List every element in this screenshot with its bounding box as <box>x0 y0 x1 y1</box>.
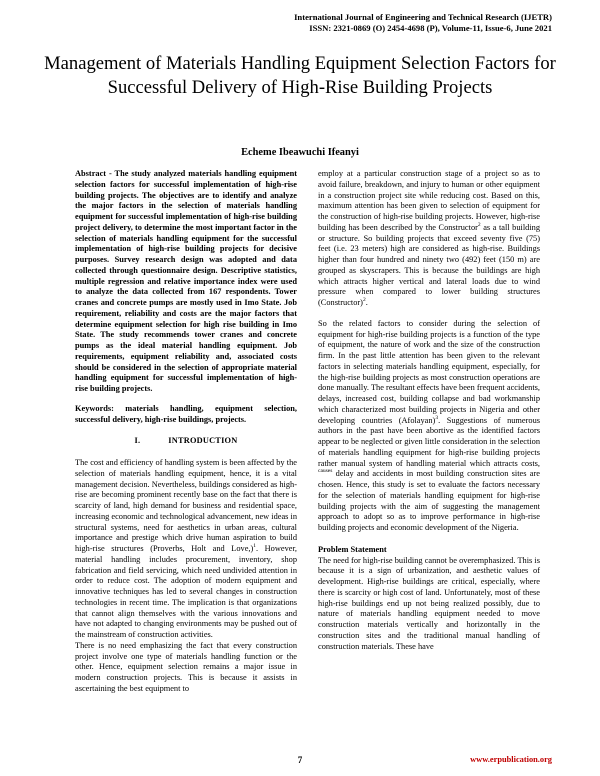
journal-header <box>294 12 552 34</box>
intro-paragraph-3: employ at a particular construction stage of a project so as to avoid failure, breakdown, and injury to human or other equipment in a construction project site while reducing cost. Based on this, maximum attention has been given to selection of equipment for the construction of high-rise building projects. However, high-rise building has been described by the Constructor$^2$ as a tall building or structure. So building projects that exceed seventy five (75) feet (i.e. 23 meters) high are considered as high-rise. Buildings higher than four hundred and ninety two (492) feet (150 m) are grouped as skyscrapers. This is because the buildings are high which attracts higher vertical and lateral loads due to wind pressure when compared to lower building structures (Constructor)$^2$. <box>318 169 540 307</box>
section-label: INTRODUCTION <box>168 436 238 446</box>
page-number: 7 <box>297 755 303 765</box>
author-name: Echeme Ibeawuchi Ifeanyi <box>241 147 359 158</box>
problem-statement-paragraph: The need for high-rise building cannot be overemphasized. This is because it is a sign of urbanization, and aesthetic values of development. High-rise buildings are critical, especially, where there is scarcity or high cost of land. Unfortunately, most of these high-rise buildings end up not being realized possibly, due to nature of materials handling equipment needed to move construction materials vertically and horizontally in the construction sites and the traditional manual handling of construction materials. These have <box>318 555 540 651</box>
section-heading-introduction <box>75 436 297 447</box>
left-column <box>75 169 297 695</box>
abstract: Abstract - The study analyzed materials handling equipment selection factors for successful implementation of high-rise building projects. The objectives are to identify and analyze the major factors in the selection of materials handling equipment for successful implementation of high-rise building project delivery, to determine the most important factor in the selection of materials handling equipment for the successful implementation of high-rise building projects for decisive purposes. Survey research design was adopted and data collected through questionnaire design. Descriptive statistics, multiple regression and relative importance index were used to analyze the data collected from 167 respondents. Tower cranes and concrete pumps are mostly used in Imo State. Job requirement, reliability and costs are the major factors that determine equipment selection for high rise building in Imo State. The study recommends tower cranes and concrete pumps as the ideal material handling equipment. Job requirements, equipment reliability and, associated costs should be considered in the selection of appropriate material handling equipment for successful implementation of high-rise building projects. <box>75 169 297 393</box>
publisher-url[interactable]: www.erpublication.org <box>470 755 552 764</box>
intro-paragraph-1: The cost and efficiency of handling system is been affected by the selection of materials handling equipment, hence, it is a vital management decision. Nevertheless, buildings considered as high-rise are becoming prominent recently base on the fact that there is scarcity of land, high demand for business and residential space, increasing economic and technological advancement, new ideas in structural systems, need for aesthetics in urban areas, cultural importance and prestige which drive human aspiration to build high-rise structures (Proverbs, Holt and Love,)$^1$. However, material handling includes procurement, inventory, shop fabrication and field servicing, which need undivided attention in order to reduce cost. The adoption of modern equipment and innovative techniques has led to several changes in construction technologies in recent time. The implication is that organizations that cannot align themselves with the various innovations and have not adapted to changing environments may be pushed out of the mainstream of construction activities. <box>75 458 297 639</box>
intro-paragraph-2: There is no need emphasizing the fact that every construction project involve one type of materials handling function or the other. Hence, equipment selection remains a major issue in modern construction projects. This is because it assists in ascertaining the best equipment to <box>75 640 297 693</box>
journal-name: International Journal of Engineering and Technical Research (IJETR) <box>294 12 552 22</box>
keywords: Keywords: materials handling, equipment selection, successful delivery, high-rise buildings, projects. <box>75 403 297 424</box>
right-column <box>318 169 540 652</box>
paper-title: Management of Materials Handling Equipment Selection Factors for Successful Delivery of High-Rise Building Projects <box>44 53 556 98</box>
section-number: I. <box>134 436 141 446</box>
journal-issn: ISSN: 2321-0869 (O) 2454-4698 (P), Volume-11, Issue-6, June 2021 <box>309 23 552 33</box>
intro-paragraph-4: So the related factors to consider during the selection of equipment for high-rise building projects is a function of the type of equipment, the nature of work and the size of the construction firm. In the past little attention has been given to the relevant factors in selecting materials handling equipment, especially, for the high-rise building projects as most construction operations are done manually. The resultant effects have been frequent accidents, delays, increased cost, building collapse and bad workmanship which characterized most building projects in Nigeria and other developing countries (Afolayan)$^3$. Suggestions of numerous authors in the past have been abortive as the identified factors appear to be neglected or given little consideration in the selection of materials handling equipment for high-rise building projects rather manual system of handling material which attracts costs, $^{causes}$ delay and accidents in most building construction sites are chosen. Hence, this study is set to evaluate the factors necessary for the selection of materials handling equipment for high-rise building projects with the aim of suggesting the management approach to adopt so as to improve performance in high-rise building projects and economic development of the Nigeria. <box>318 318 540 532</box>
problem-statement-heading: Problem Statement <box>318 544 387 554</box>
